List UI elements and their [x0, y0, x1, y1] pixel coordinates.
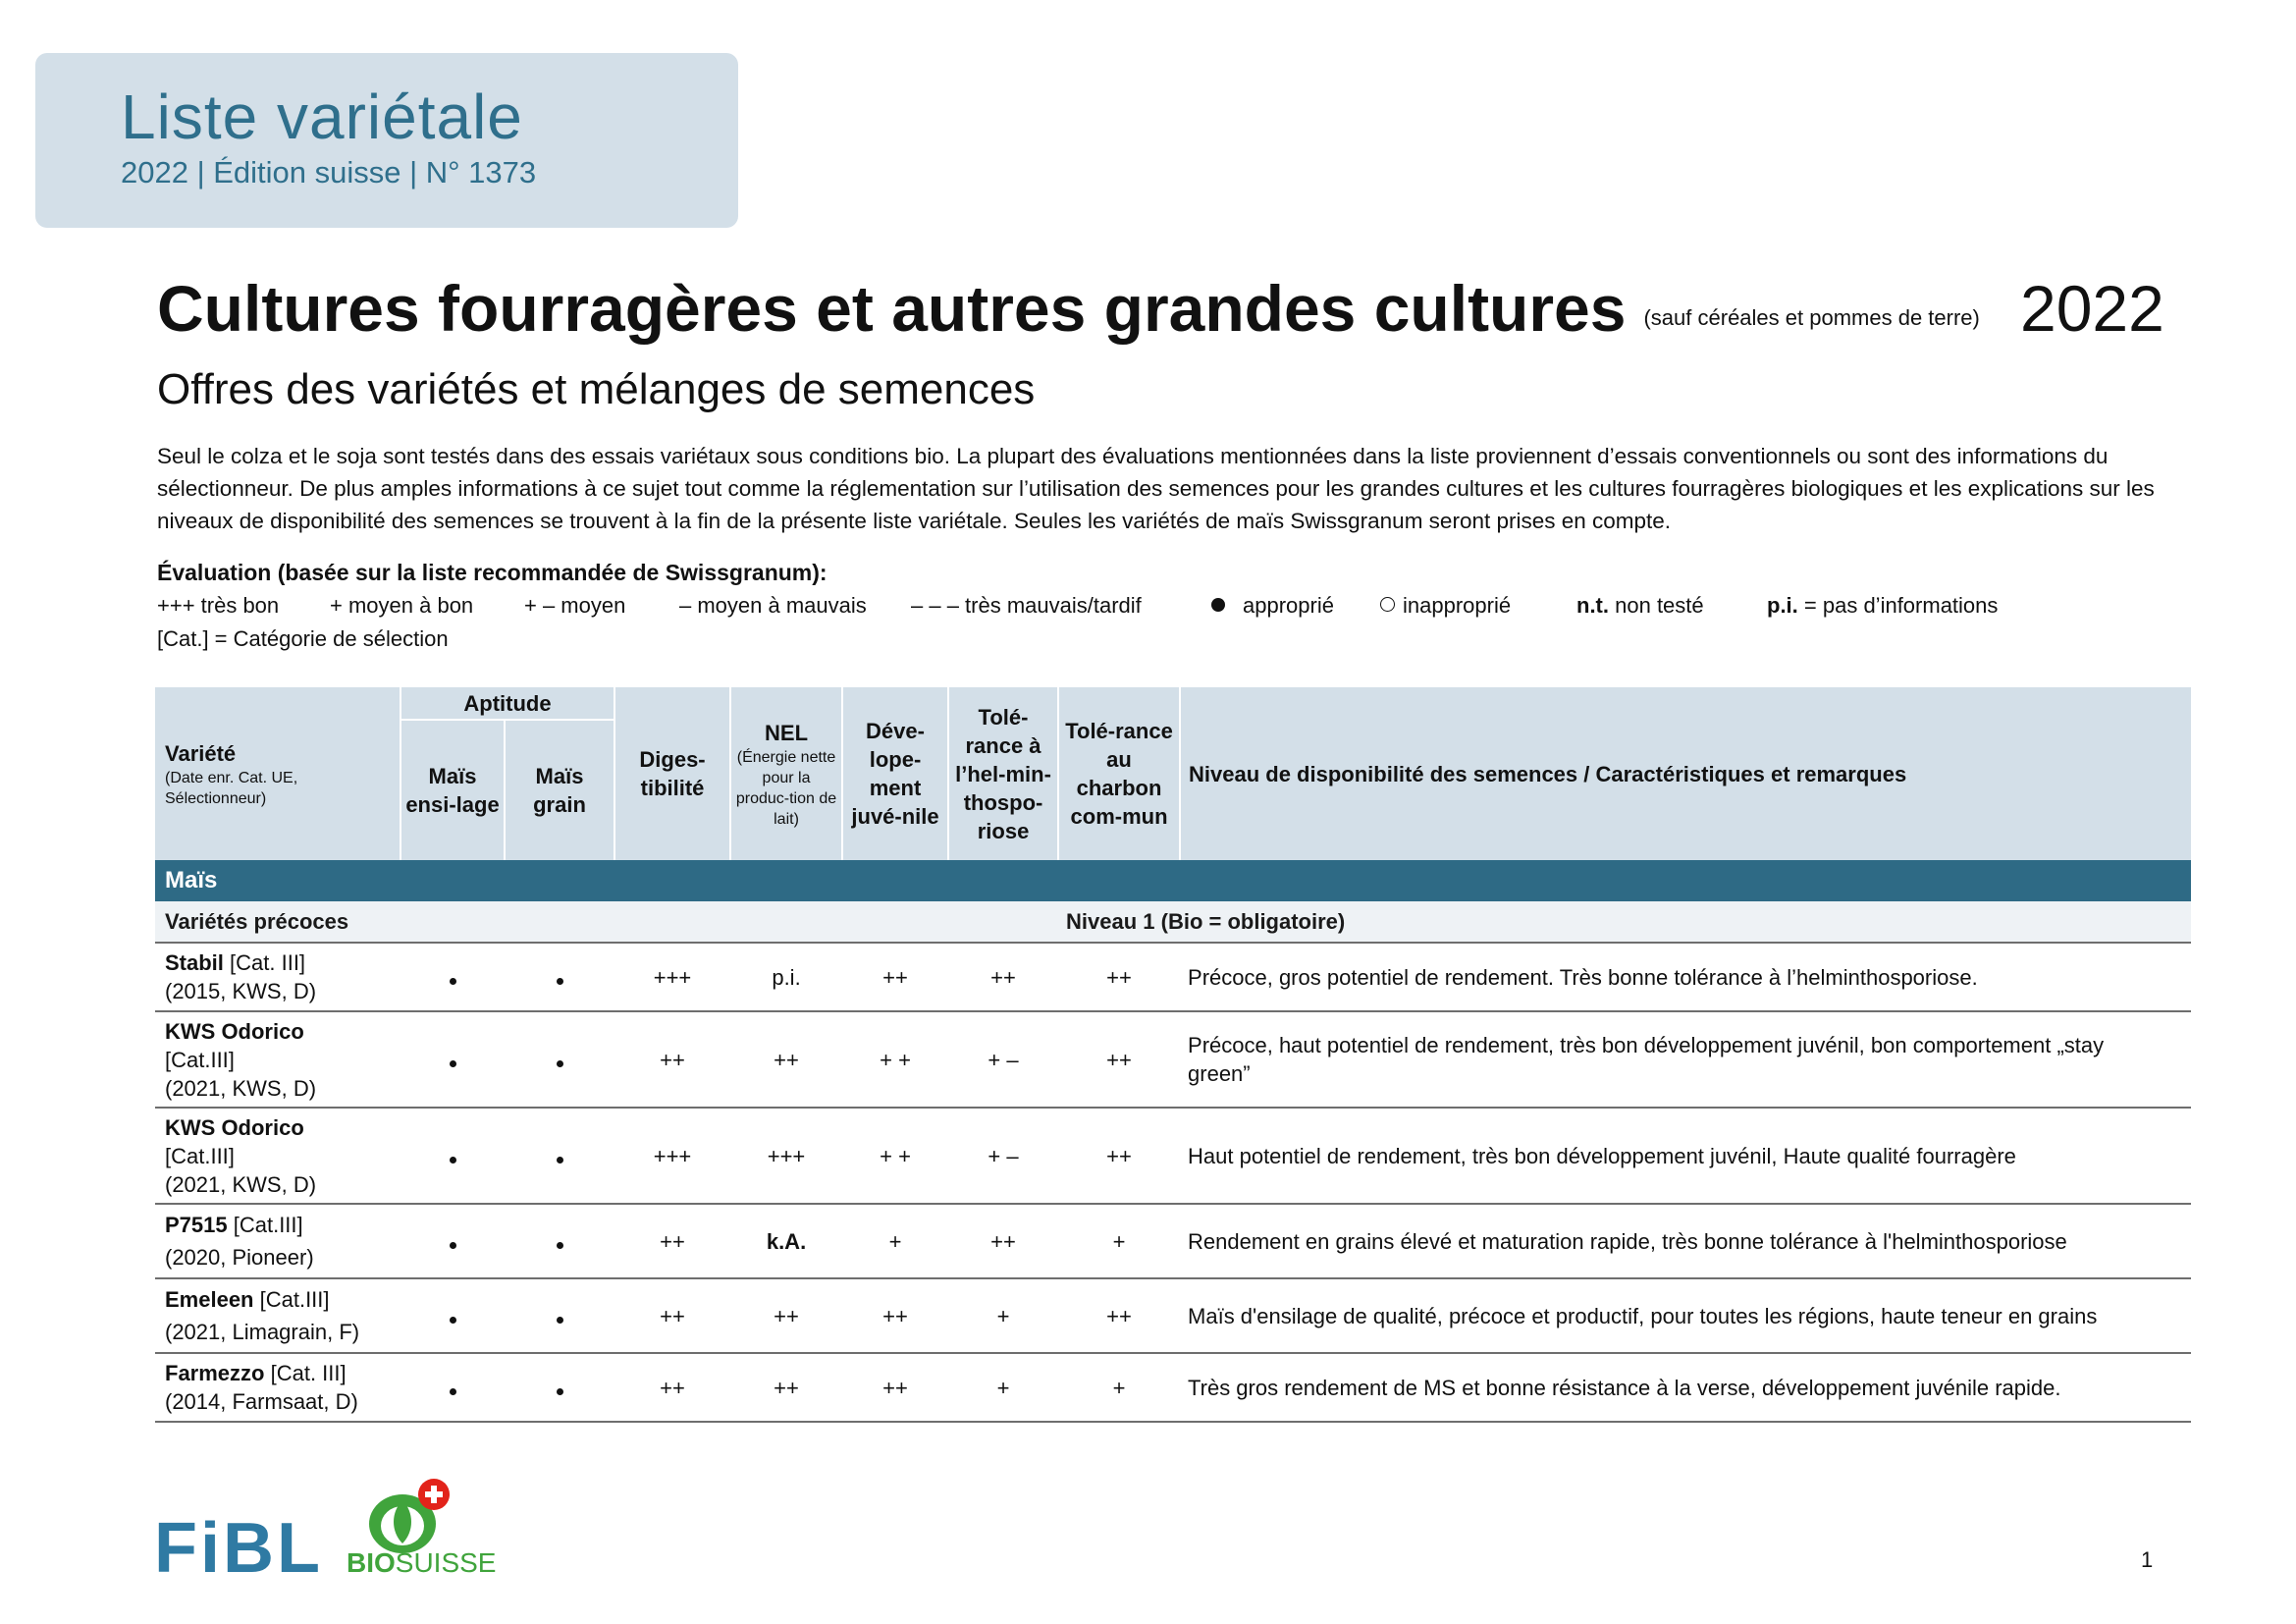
biosuisse-logo-suisse: SUISSE — [395, 1547, 497, 1578]
page-number: 1 — [2141, 1547, 2154, 1572]
variety-info: (2014, Farmsaat, D) — [165, 1389, 358, 1414]
variety-name: Stabil — [165, 950, 224, 975]
remarks-cell: Précoce, haut potentiel de rendement, très bon développement juvénil, bon comportement „stay green” — [1180, 1011, 2191, 1108]
legend-item-good: + moyen à bon — [330, 593, 474, 618]
col-variety-sub: (Date enr. Cat. UE, Sélectionneur) — [165, 769, 298, 807]
col-variety-label: Variété — [165, 740, 237, 766]
variety-cat: [Cat.III] — [227, 1213, 303, 1237]
empty-circle-icon — [1380, 597, 1395, 612]
suitable-dot-icon — [557, 1242, 563, 1249]
col-digestibility: Diges-tibilité — [614, 687, 730, 860]
legend-pi-text: = pas d’informations — [1803, 593, 1999, 618]
silage-cell — [400, 1204, 505, 1278]
variety-cell — [155, 1011, 400, 1108]
smut-cell: ++ — [1058, 1108, 1180, 1204]
digest-cell: ++ — [614, 1011, 730, 1108]
col-aptitude: Aptitude — [400, 687, 614, 720]
page-title — [157, 271, 1980, 346]
grain-cell — [505, 1204, 614, 1278]
variety-cell — [155, 1278, 400, 1353]
variety-name: Emeleen — [165, 1287, 254, 1312]
legend-item-very-poor: – – – très mauvais/tardif — [911, 593, 1142, 618]
variety-info: (2015, KWS, D) — [165, 979, 317, 1003]
legend-item-average: + – moyen — [524, 593, 626, 618]
col-silage: Maïs ensi-lage — [400, 720, 505, 860]
col-smut: Tolé-rance au charbon com-mun — [1058, 687, 1180, 860]
variety-cell — [155, 1108, 400, 1204]
fibl-logo: FiBL — [154, 1509, 323, 1588]
variety-info: (2021, KWS, D) — [165, 1171, 317, 1197]
suitable-dot-icon — [557, 1157, 563, 1164]
variety-name: P7515 — [165, 1213, 228, 1237]
juvenile-cell: + + — [842, 1011, 948, 1108]
biosuisse-logo-bio: BIO — [347, 1547, 396, 1578]
suitable-dot-icon — [557, 1060, 563, 1067]
helmintho-cell: ++ — [948, 943, 1058, 1011]
suitable-dot-icon — [557, 1317, 563, 1324]
section-mais: Maïs — [155, 860, 2191, 901]
page-subtitle: Offres des variétés et mélanges de semences — [157, 365, 1036, 413]
table-row — [155, 1011, 2191, 1108]
suitable-dot-icon — [450, 1388, 456, 1395]
variety-name: KWS Odorico — [165, 1114, 304, 1140]
suitable-dot-icon — [450, 1317, 456, 1324]
digest-cell: +++ — [614, 1108, 730, 1204]
title-year: 2022 — [2020, 272, 2164, 345]
smut-cell: ++ — [1058, 1011, 1180, 1108]
variety-table — [155, 687, 2191, 1423]
variety-cat: [Cat. III] — [264, 1361, 347, 1385]
grain-cell — [505, 1353, 614, 1422]
grain-cell — [505, 1108, 614, 1204]
suitable-dot-icon — [450, 1060, 456, 1067]
legend-pi-abbr: p.i. — [1767, 593, 1798, 618]
smut-cell: + — [1058, 1204, 1180, 1278]
variety-info: (2021, Limagrain, F) — [165, 1320, 360, 1344]
suitable-dot-icon — [557, 1388, 563, 1395]
variety-cell — [155, 943, 400, 1011]
subsection-early: Variétés précoces — [155, 901, 1058, 943]
legend-row — [157, 593, 2189, 623]
nel-cell: ++ — [730, 1353, 842, 1422]
series-subtitle: 2022 | Édition suisse | N° 1373 — [121, 155, 537, 189]
digest-cell: ++ — [614, 1353, 730, 1422]
juvenile-cell: ++ — [842, 943, 948, 1011]
silage-cell — [400, 1353, 505, 1422]
variety-info: (2021, KWS, D) — [165, 1075, 317, 1101]
col-nel-sub: (Énergie nette pour la produc-tion de lait) — [735, 748, 837, 828]
nel-cell: +++ — [730, 1108, 842, 1204]
legend-item-very-good: +++ très bon — [157, 593, 280, 618]
smut-cell: ++ — [1058, 1278, 1180, 1353]
nel-cell: ++ — [730, 1011, 842, 1108]
helmintho-cell: + – — [948, 1108, 1058, 1204]
suitable-dot-icon — [450, 978, 456, 985]
smut-cell: + — [1058, 1353, 1180, 1422]
suitable-dot-icon — [450, 1157, 456, 1164]
table-row — [155, 1278, 2191, 1353]
legend-item-no-info — [1767, 593, 1998, 619]
col-remarks: Niveau de disponibilité des semences / Caractéristiques et remarques — [1180, 687, 2191, 860]
col-nel-label: NEL — [765, 720, 809, 745]
legend-title: Évaluation (basée sur la liste recommandée de Swissgranum): — [157, 560, 828, 585]
series-title: Liste variétale — [121, 81, 523, 152]
variety-cat: [Cat. III] — [223, 950, 306, 975]
col-juvenile: Déve-lope-ment juvé-nile — [842, 687, 948, 860]
col-nel — [730, 687, 842, 860]
nel-cell: p.i. — [730, 943, 842, 1011]
legend-item-poor: – moyen à mauvais — [679, 593, 867, 618]
biosuisse-logo-text — [347, 1547, 496, 1579]
col-helminthosporiose: Tolé-rance à l’hel-min-thospo-riose — [948, 687, 1058, 860]
silage-cell — [400, 943, 505, 1011]
silage-cell — [400, 1278, 505, 1353]
variety-name: KWS Odorico — [165, 1018, 304, 1044]
variety-cat: [Cat.III] — [165, 1047, 235, 1072]
table-row — [155, 1353, 2191, 1422]
smut-cell: ++ — [1058, 943, 1180, 1011]
legend-unsuitable-label: inapproprié — [1403, 593, 1512, 618]
helmintho-cell: + — [948, 1278, 1058, 1353]
digest-cell: +++ — [614, 943, 730, 1011]
remarks-cell: Rendement en grains élevé et maturation rapide, très bonne tolérance à l'helminthosporiose — [1180, 1204, 2191, 1278]
juvenile-cell: ++ — [842, 1278, 948, 1353]
legend-item-suitable — [1211, 593, 1334, 619]
helmintho-cell: + — [948, 1353, 1058, 1422]
table-row — [155, 943, 2191, 1011]
legend-category: [Cat.] = Catégorie de sélection — [157, 626, 449, 651]
nel-cell: k.A. — [730, 1204, 842, 1278]
title-note: (sauf céréales et pommes de terre) — [1643, 305, 1980, 330]
juvenile-cell: ++ — [842, 1353, 948, 1422]
remarks-cell: Très gros rendement de MS et bonne résistance à la verse, développement juvénile rapide. — [1180, 1353, 2191, 1422]
remarks-cell: Précoce, gros potentiel de rendement. Très bonne tolérance à l’helminthosporiose. — [1180, 943, 2191, 1011]
intro-paragraph: Seul le colza et le soja sont testés dans des essais variétaux sous conditions bio. La plupart des évaluations mentionnées dans la liste proviennent d’essais conventionnels ou sont des informations du sélectionneur. De plus amples informations à ce sujet tout comme la réglementation sur l’utilisation des semences pour les grandes cultures et les cultures fourragères biologiques et les explications sur les niveaux de disponibilité des semences se trouvent à la fin de la présente liste variétale. Seules les variétés de maïs Swissgranum seront prises en compte. — [157, 444, 2155, 533]
col-grain: Maïs grain — [505, 720, 614, 860]
grain-cell — [505, 1011, 614, 1108]
legend-item-unsuitable — [1380, 593, 1511, 619]
digest-cell: ++ — [614, 1278, 730, 1353]
grain-cell — [505, 943, 614, 1011]
silage-cell — [400, 1108, 505, 1204]
helmintho-cell: ++ — [948, 1204, 1058, 1278]
variety-cell — [155, 1353, 400, 1422]
legend-nt-text: non testé — [1615, 593, 1704, 618]
subsection-level: Niveau 1 (Bio = obligatoire) — [1058, 901, 2191, 943]
variety-cat: [Cat.III] — [165, 1143, 235, 1168]
suitable-dot-icon — [450, 1242, 456, 1249]
legend-suitable-label: approprié — [1243, 593, 1334, 618]
variety-cat: [Cat.III] — [253, 1287, 330, 1312]
variety-name: Farmezzo — [165, 1361, 265, 1385]
filled-dot-icon — [1211, 598, 1225, 612]
page-title-text: Cultures fourragères et autres grandes cultures — [157, 272, 1627, 345]
table-row — [155, 1204, 2191, 1278]
col-variety — [155, 687, 400, 860]
juvenile-cell: + — [842, 1204, 948, 1278]
helmintho-cell: + – — [948, 1011, 1058, 1108]
digest-cell: ++ — [614, 1204, 730, 1278]
table-row — [155, 1108, 2191, 1204]
remarks-cell: Haut potentiel de rendement, très bon développement juvénil, Haute qualité fourragère — [1180, 1108, 2191, 1204]
grain-cell — [505, 1278, 614, 1353]
legend-item-not-tested — [1576, 593, 1704, 619]
variety-cell — [155, 1204, 400, 1278]
variety-info: (2020, Pioneer) — [165, 1245, 314, 1270]
nel-cell: ++ — [730, 1278, 842, 1353]
suitable-dot-icon — [557, 978, 563, 985]
juvenile-cell: + + — [842, 1108, 948, 1204]
silage-cell — [400, 1011, 505, 1108]
remarks-cell: Maïs d'ensilage de qualité, précoce et productif, pour toutes les régions, haute teneur en grains — [1180, 1278, 2191, 1353]
legend-nt-abbr: n.t. — [1576, 593, 1609, 618]
